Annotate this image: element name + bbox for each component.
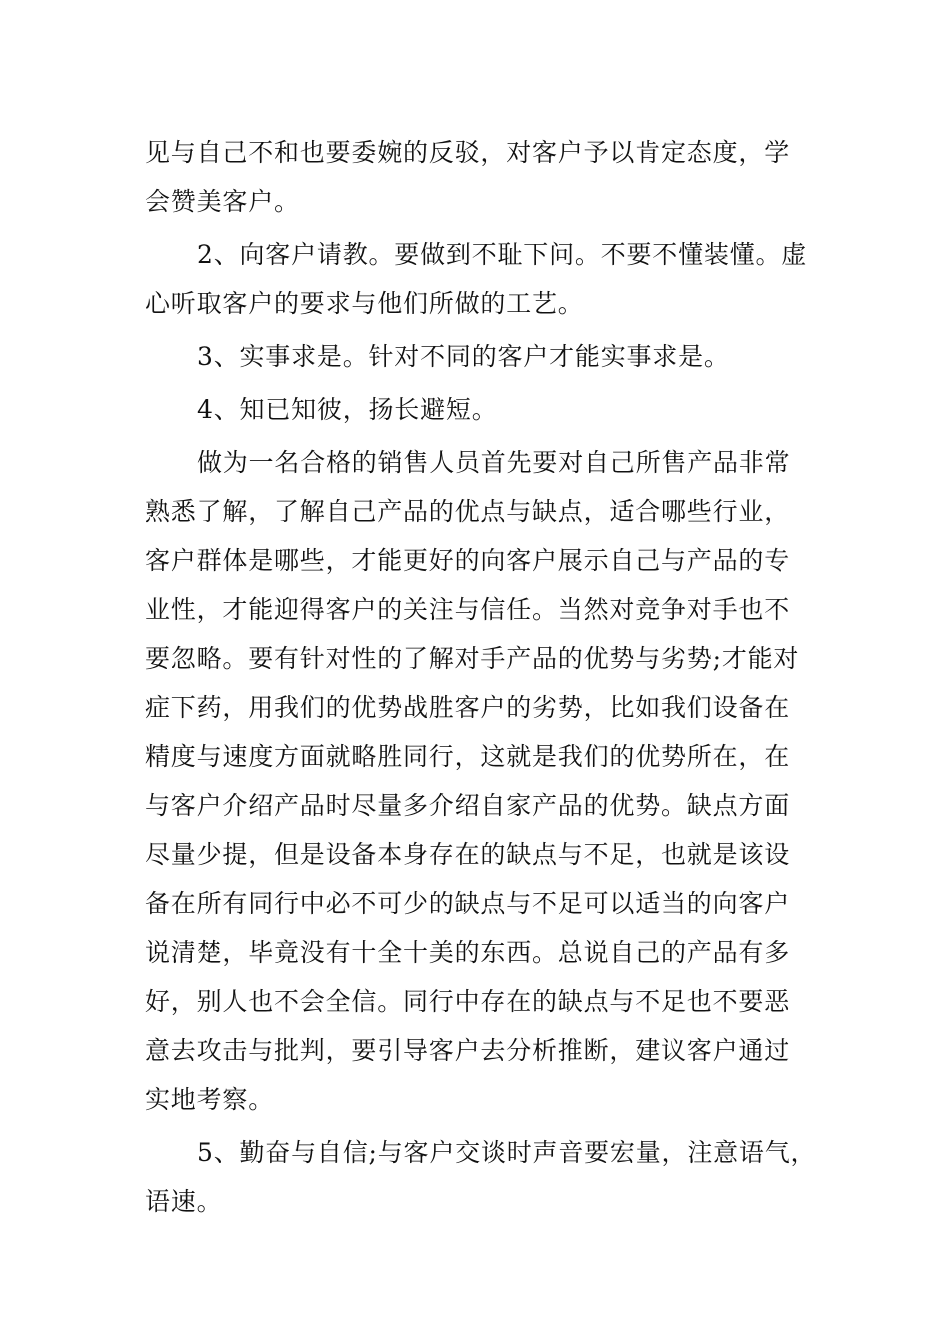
text-line: 4、知已知彼，扬长避短。	[197, 395, 498, 424]
paragraph-item-5	[145, 1128, 817, 1226]
paragraph-item-4	[145, 385, 811, 434]
text-line: 尽量少提，但是设备本身存在的缺点与不足，也就是该设	[145, 840, 791, 869]
text-line: 精度与速度方面就略胜同行，这就是我们的优势所在，在	[145, 742, 791, 771]
text-line: 意去攻击与批判，要引导客户去分析推断，建议客户通过	[145, 1036, 791, 1065]
text-line: 业性，才能迎得客户的关注与信任。当然对竞争对手也不	[145, 595, 791, 624]
paragraph-sales-knowledge	[145, 438, 811, 1124]
text-line: 好，别人也不会全信。同行中存在的缺点与不足也不要恶	[145, 987, 791, 1016]
text-line: 见与自己不和也要委婉的反驳，对客户予以肯定态度，学	[145, 138, 791, 167]
document-body	[145, 128, 817, 1230]
text-line: 2、向客户请教。要做到不耻下问。不要不懂装懂。虚	[197, 240, 808, 269]
paragraph-item-2	[145, 230, 811, 328]
paragraph-item-3	[145, 332, 811, 381]
paragraph-continuation	[145, 128, 811, 226]
text-line: 心听取客户的要求与他们所做的工艺。	[145, 289, 584, 318]
text-line: 实地考察。	[145, 1085, 275, 1114]
text-line: 语速。	[145, 1187, 223, 1216]
text-line: 做为一名合格的销售人员首先要对自己所售产品非常	[197, 448, 791, 477]
text-line: 要忽略。要有针对性的了解对手产品的优势与劣势;才能对	[145, 644, 800, 673]
text-line: 备在所有同行中必不可少的缺点与不足可以适当的向客户	[145, 889, 791, 918]
text-line: 5、勤奋与自信;与客户交谈时声音要宏量，注意语气，	[197, 1138, 817, 1167]
text-line: 3、实事求是。针对不同的客户才能实事求是。	[197, 342, 730, 371]
text-line: 会赞美客户。	[145, 187, 300, 216]
text-line: 症下药，用我们的优势战胜客户的劣势，比如我们设备在	[145, 693, 791, 722]
text-line: 与客户介绍产品时尽量多介绍自家产品的优势。缺点方面	[145, 791, 791, 820]
text-line: 客户群体是哪些，才能更好的向客户展示自己与产品的专	[145, 546, 791, 575]
text-line: 说清楚，毕竟没有十全十美的东西。总说自己的产品有多	[145, 938, 791, 967]
text-line: 熟悉了解，了解自己产品的优点与缺点，适合哪些行业，	[145, 497, 791, 526]
